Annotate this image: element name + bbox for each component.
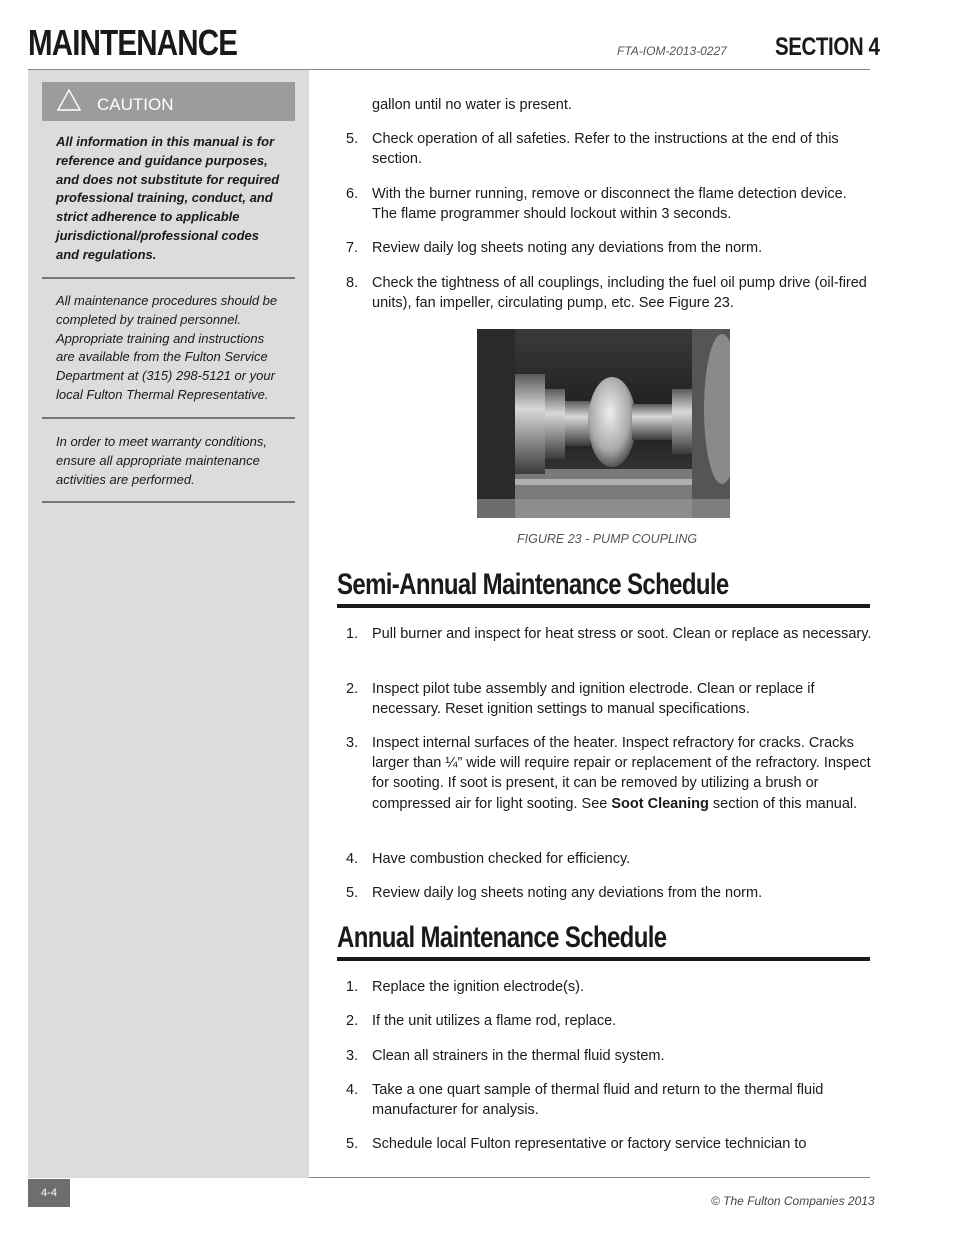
list-item-number: 2. xyxy=(346,681,359,697)
document-id: FTA-IOM-2013-0227 xyxy=(617,44,727,58)
list-item-text: Review daily log sheets noting any deviations from the norm. xyxy=(372,240,763,256)
list-item-number: 5. xyxy=(346,1136,359,1152)
list-item-number: 7. xyxy=(346,240,359,256)
sidebar-divider xyxy=(42,277,295,279)
list-item-number: 2. xyxy=(346,1013,359,1029)
list-item-text: Review daily log sheets noting any deviations from the norm. xyxy=(372,885,763,901)
semi-annual-heading: Semi-Annual Maintenance Schedule xyxy=(337,568,729,601)
caution-label: CAUTION xyxy=(97,95,174,114)
list-item-text: Take a one quart sample of thermal fluid and return to the thermal fluid manufacturer for analysis. xyxy=(372,1082,824,1119)
list-item-text: Check the tightness of all couplings, including the fuel oil pump drive (oil-fired units), fan impeller, circulating pump, etc. See Figure 23. xyxy=(372,275,867,312)
sidebar-divider xyxy=(42,417,295,419)
list-item-number: 3. xyxy=(346,735,359,751)
list-item-text: Check operation of all safeties. Refer to the instructions at the end of this section. xyxy=(372,131,839,168)
list-item-text xyxy=(372,733,872,814)
page-number: 4-4 xyxy=(28,1179,70,1207)
list-item-text: Pull burner and inspect for heat stress or soot. Clean or replace as necessary. xyxy=(372,626,872,642)
list-item-text: With the burner running, remove or disconnect the flame detection device. The flame programmer should lockout within 3 seconds. xyxy=(372,186,847,223)
list-item-text: If the unit utilizes a flame rod, replace. xyxy=(372,1013,617,1029)
warning-triangle-icon xyxy=(57,89,81,116)
list-item-number: 5. xyxy=(346,131,359,147)
caution-banner xyxy=(42,82,295,121)
list-item-text-part: Inspect internal surfaces of the heater. Inspect refractory for cracks. Cracks larger than ¼” wide will require repair or replacement of the refractory. Inspect for sooting. If soot is present, it can be removed by utilizing a brush or compressed air for light sooting. See xyxy=(372,735,871,812)
caution-note-warranty: In order to meet warranty conditions, ensure all appropriate maintenance activities are performed. xyxy=(56,434,267,487)
figure-caption: FIGURE 23 - PUMP COUPLING xyxy=(517,532,698,546)
footer-divider xyxy=(309,1177,870,1178)
list-item-text: Schedule local Fulton representative or factory service technician to xyxy=(372,1136,807,1152)
list-item-text-part: section of this manual. xyxy=(708,795,858,812)
list-item-number: 1. xyxy=(346,626,359,642)
list-item-number: 4. xyxy=(346,1082,359,1098)
copyright: © The Fulton Companies 2013 xyxy=(711,1194,875,1208)
caution-note-disclaimer: All information in this manual is for reference and guidance purposes, and does not substitute for required professional training, conduct, and strict adherence to applicable jurisdictional/professional codes and regulations. xyxy=(56,134,280,262)
heading-rule xyxy=(337,957,870,961)
list-item-number: 1. xyxy=(346,979,359,995)
heading-rule xyxy=(337,604,870,608)
list-item-text: Replace the ignition electrode(s). xyxy=(372,979,584,995)
pump-coupling-photo xyxy=(477,329,730,518)
page-title: MAINTENANCE xyxy=(28,22,238,63)
annual-heading: Annual Maintenance Schedule xyxy=(337,921,667,954)
list-item-number: 4. xyxy=(346,851,359,867)
list-item-text: Inspect pilot tube assembly and ignition electrode. Clean or replace if necessary. Reset ignition settings to manual specifications. xyxy=(372,681,815,718)
continued-paragraph: gallon until no water is present. xyxy=(372,97,572,113)
list-item-number: 6. xyxy=(346,186,359,202)
list-item-text: Clean all strainers in the thermal fluid system. xyxy=(372,1048,665,1064)
section-label: SECTION 4 xyxy=(775,33,880,61)
caution-note-training: All maintenance procedures should be completed by trained personnel. Appropriate training and instructions are available from the Fulton Service Department at (315) 298-5121 or your local Fulton Thermal Representative. xyxy=(56,293,278,402)
list-item-text: Have combustion checked for efficiency. xyxy=(372,851,631,867)
list-item-number: 8. xyxy=(346,275,359,291)
soot-cleaning-reference: Soot Cleaning xyxy=(611,795,709,812)
sidebar-divider xyxy=(42,501,295,503)
list-item-number: 5. xyxy=(346,885,359,901)
list-item-number: 3. xyxy=(346,1048,359,1064)
